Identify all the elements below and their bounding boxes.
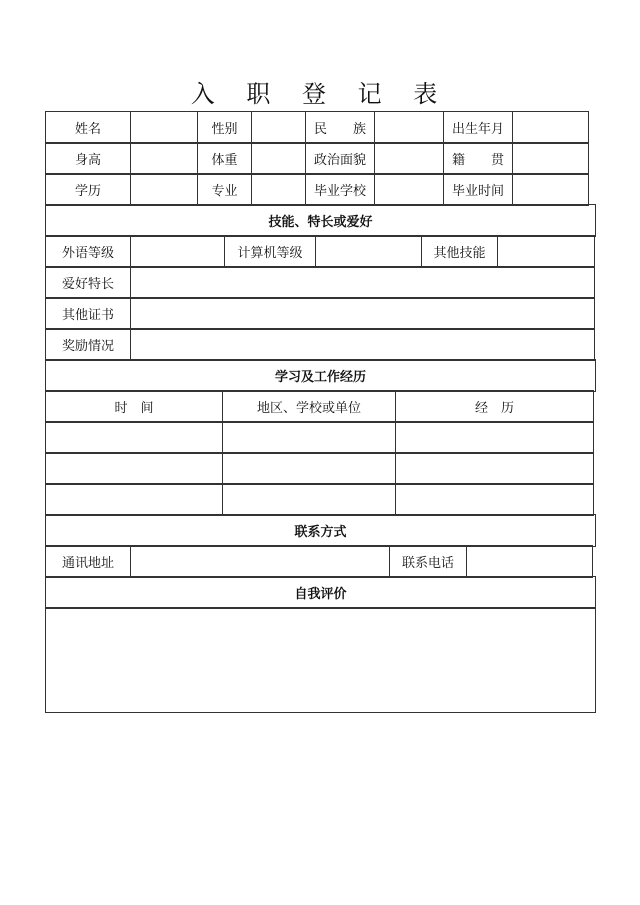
label-height: 身高: [45, 142, 131, 175]
label-major: 专业: [197, 173, 252, 206]
input-self-eval[interactable]: [45, 607, 596, 713]
row-hobby: [45, 266, 595, 298]
input-exp-detail-1[interactable]: [395, 421, 594, 454]
table-row: [45, 421, 595, 453]
input-exp-detail-2[interactable]: [395, 452, 594, 485]
label-other-skills: 其他技能: [421, 235, 498, 268]
input-exp-place-3[interactable]: [222, 483, 396, 516]
input-address[interactable]: [130, 545, 390, 578]
input-exp-time-3[interactable]: [45, 483, 223, 516]
section-header-self-eval: 自我评价: [45, 576, 596, 609]
input-language[interactable]: [130, 235, 225, 268]
input-major[interactable]: [251, 173, 306, 206]
column-header-time: 时 间: [45, 390, 223, 423]
label-ethnicity: 民 族: [305, 111, 375, 144]
input-certs[interactable]: [130, 297, 595, 330]
input-education[interactable]: [130, 173, 198, 206]
table-row: [45, 452, 595, 484]
row-self-eval-header: [45, 576, 595, 608]
input-political[interactable]: [374, 142, 444, 175]
input-weight[interactable]: [251, 142, 306, 175]
row-basic-2: [45, 142, 595, 174]
row-experience-header: [45, 359, 595, 391]
row-certs: [45, 297, 595, 329]
row-basic-3: [45, 173, 595, 205]
row-contact: [45, 545, 595, 577]
label-name: 姓名: [45, 111, 131, 144]
row-awards: [45, 328, 595, 360]
label-certs: 其他证书: [45, 297, 131, 330]
input-phone[interactable]: [466, 545, 593, 578]
label-weight: 体重: [197, 142, 252, 175]
section-header-skills: 技能、特长或爱好: [45, 204, 596, 237]
row-experience-columns: [45, 390, 595, 422]
input-native[interactable]: [512, 142, 589, 175]
label-hobby: 爱好特长: [45, 266, 131, 299]
input-awards[interactable]: [130, 328, 595, 361]
label-awards: 奖励情况: [45, 328, 131, 361]
input-name[interactable]: [130, 111, 198, 144]
input-ethnicity[interactable]: [374, 111, 444, 144]
input-exp-time-2[interactable]: [45, 452, 223, 485]
section-header-experience: 学习及工作经历: [45, 359, 596, 392]
input-exp-place-2[interactable]: [222, 452, 396, 485]
input-computer[interactable]: [315, 235, 422, 268]
label-computer: 计算机等级: [224, 235, 316, 268]
label-gender: 性别: [197, 111, 252, 144]
column-header-experience: 经 历: [395, 390, 594, 423]
row-contact-header: [45, 514, 595, 546]
input-school[interactable]: [374, 173, 444, 206]
input-birth[interactable]: [512, 111, 589, 144]
label-address: 通讯地址: [45, 545, 131, 578]
label-school: 毕业学校: [305, 173, 375, 206]
label-language: 外语等级: [45, 235, 131, 268]
label-birth: 出生年月: [443, 111, 513, 144]
column-header-place: 地区、学校或单位: [222, 390, 396, 423]
input-exp-detail-3[interactable]: [395, 483, 594, 516]
label-political: 政治面貌: [305, 142, 375, 175]
input-height[interactable]: [130, 142, 198, 175]
section-header-contact: 联系方式: [45, 514, 596, 547]
input-grad-time[interactable]: [512, 173, 589, 206]
row-self-eval: [45, 607, 595, 713]
input-other-skills[interactable]: [497, 235, 595, 268]
input-hobby[interactable]: [130, 266, 595, 299]
label-education: 学历: [45, 173, 131, 206]
label-phone: 联系电话: [389, 545, 467, 578]
label-native: 籍 贯: [443, 142, 513, 175]
input-exp-time-1[interactable]: [45, 421, 223, 454]
form-title: 入 职 登 记 表: [190, 80, 450, 108]
table-row: [45, 483, 595, 515]
registration-form: [45, 111, 595, 712]
label-grad-time: 毕业时间: [443, 173, 513, 206]
input-gender[interactable]: [251, 111, 306, 144]
row-skills-header: [45, 204, 595, 236]
input-exp-place-1[interactable]: [222, 421, 396, 454]
row-basic-1: [45, 111, 595, 143]
row-skills: [45, 235, 595, 267]
